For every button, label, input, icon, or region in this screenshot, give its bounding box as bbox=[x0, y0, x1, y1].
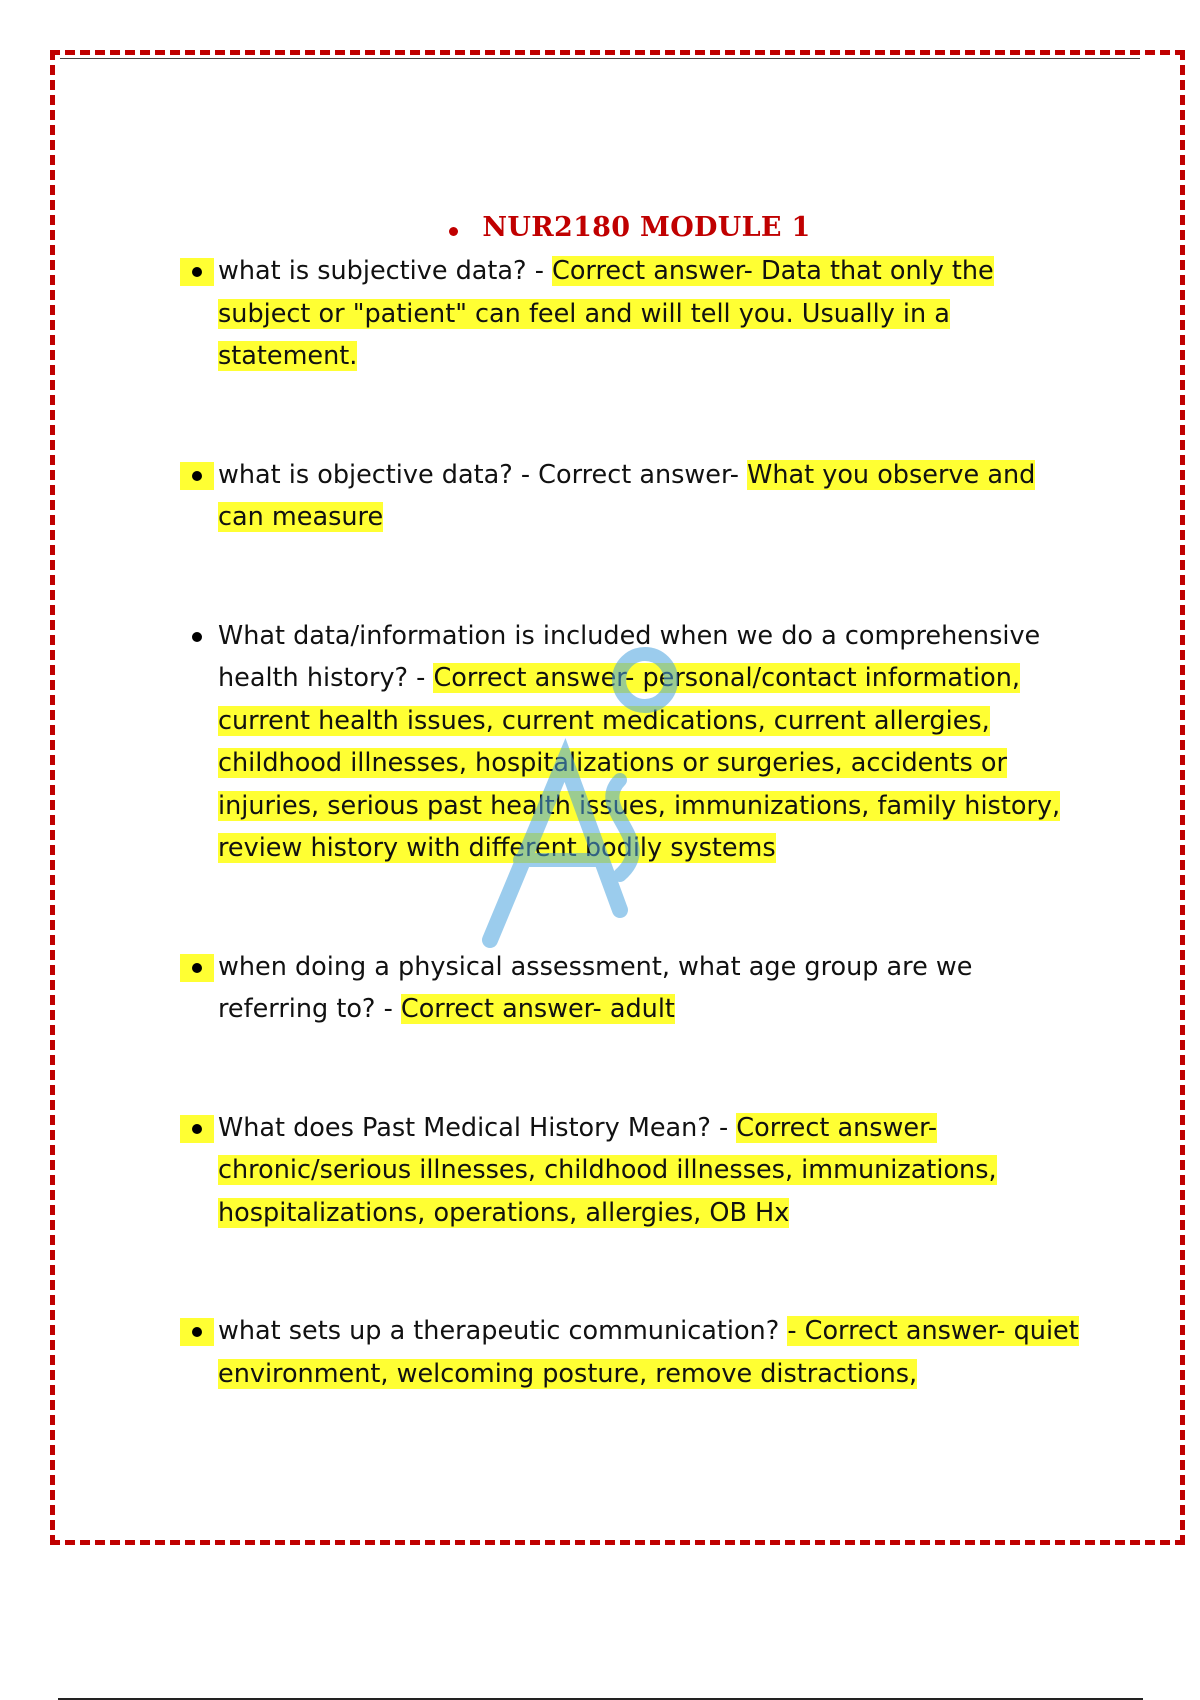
title-bullet-icon bbox=[449, 227, 458, 236]
question-text: What does Past Medical History Mean? - bbox=[218, 1112, 737, 1143]
qa-item bbox=[180, 615, 1080, 870]
question-text: what sets up a therapeutic communication? bbox=[218, 1316, 788, 1346]
answer-text: Correct answer- adult bbox=[400, 994, 675, 1024]
bullet-icon bbox=[180, 623, 214, 651]
qa-item bbox=[180, 454, 1080, 539]
bullet-icon bbox=[180, 954, 214, 982]
answer-text: - Correct answer- quiet environment, welcoming posture, remove distractions, bbox=[218, 1316, 1079, 1389]
answer-text: Correct answer- Data that only the subject or "patient" can feel and will tell you. Usually in a statement. bbox=[218, 256, 994, 371]
qa-list bbox=[180, 250, 1080, 1395]
answer-text: Correct answer- personal/contact information, current health issues, current medications, current allergies, childhood illnesses, hospitalizations or surgeries, accidents or injuries, serious past health issues, immunizations, family history, review history with different bodily systems bbox=[218, 663, 1061, 863]
bullet-icon bbox=[180, 1318, 214, 1346]
question-text: what is objective data? - Correct answer- bbox=[218, 459, 748, 490]
bullet-icon bbox=[180, 462, 214, 490]
qa-item bbox=[180, 1310, 1080, 1395]
question-text: What data/information is included when we do a comprehensive health history? - bbox=[218, 620, 1041, 693]
bullet-icon bbox=[180, 1115, 214, 1143]
page-title: NUR2180 MODULE 1 bbox=[482, 212, 811, 243]
qa-item bbox=[180, 946, 1080, 1031]
question-text: when doing a physical assessment, what age group are we referring to? - bbox=[218, 951, 973, 1024]
bullet-icon bbox=[180, 258, 214, 286]
title-row bbox=[0, 212, 1200, 243]
question-text: what is subjective data? - bbox=[218, 256, 553, 286]
answer-text: What you observe and can measure bbox=[218, 459, 1036, 532]
answer-text: Correct answer- chronic/serious illnesses, childhood illnesses, immunizations, hospitalizations, operations, allergies, OB Hx bbox=[218, 1112, 997, 1228]
qa-item bbox=[180, 250, 1080, 378]
top-rule bbox=[60, 58, 1140, 59]
qa-item bbox=[180, 1107, 1080, 1235]
